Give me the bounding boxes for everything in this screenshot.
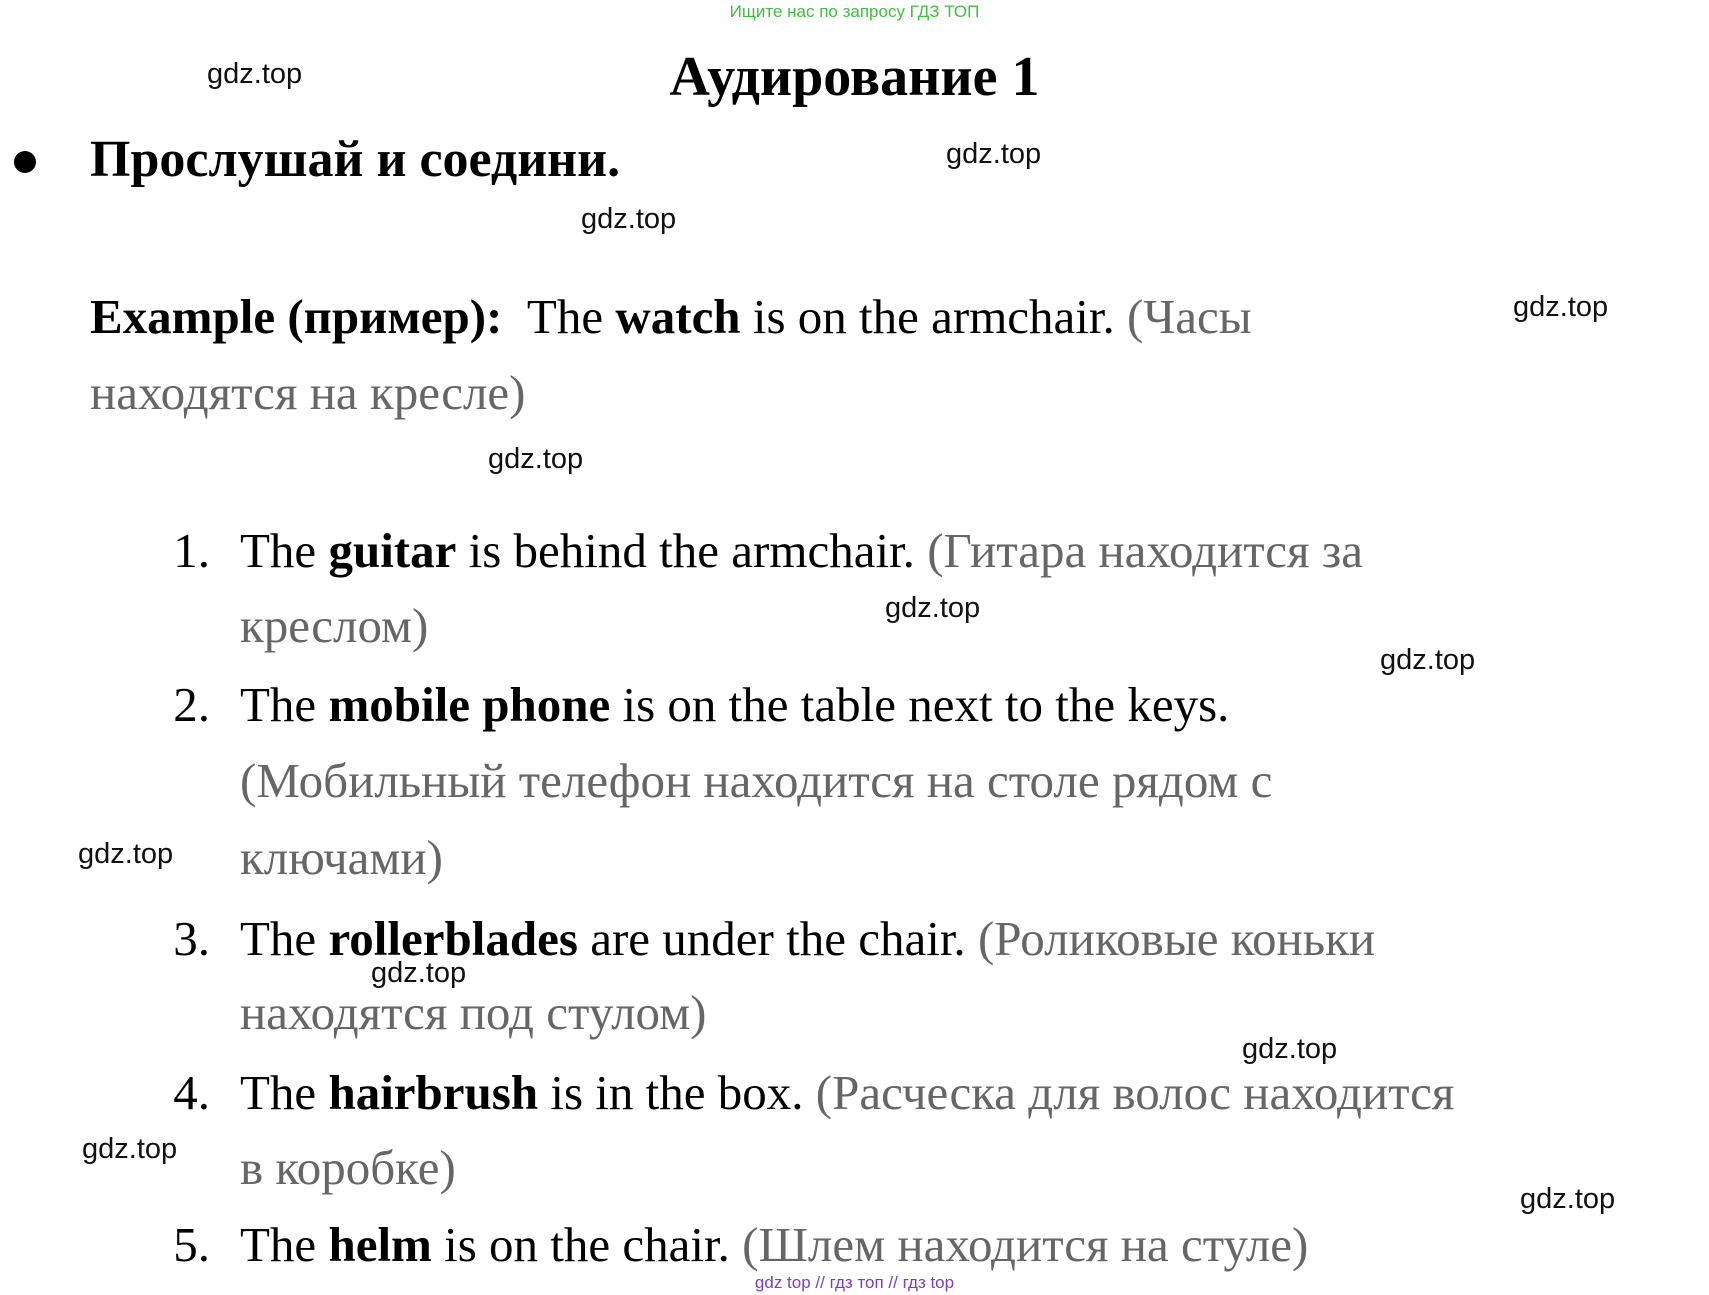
item-1-ru-2: креслом) [240,598,429,653]
item-pre: The [240,523,329,578]
item-ru: (Гитара находится за [927,523,1363,578]
item-pre: The [240,677,329,732]
watermark: gdz.top [1242,1033,1338,1065]
watermark: gdz.top [488,443,584,475]
watermark: gdz.top [82,1133,178,1165]
item-2-line [240,676,1229,733]
item-post: are under the chair. [577,911,966,966]
page-title: Аудирование 1 [669,46,1040,108]
item-number: 1. [173,523,210,578]
item-5-line [240,1216,1308,1273]
item-bold: hairbrush [328,1065,539,1120]
item-1-line [240,522,1363,579]
item-2-ru-1: (Мобильный телефон находится на столе рядом с [240,753,1273,808]
watermark: gdz.top [78,838,174,870]
item-bold: rollerblades [328,911,578,966]
example-post: is on the armchair. [740,289,1115,344]
watermark: gdz.top [1380,644,1476,676]
item-pre: The [240,911,329,966]
item-3-ru-2: находятся под стулом) [240,985,707,1040]
top-banner: Ищите нас по запросу ГДЗ ТОП [729,2,980,21]
example-line [90,289,1252,344]
item-ru: (Роликовые коньки [977,911,1376,966]
watermark: gdz.top [371,957,467,989]
item-post: is behind the armchair. [456,523,915,578]
bottom-banner: gdz top // гдз топ // гдз top [754,1273,955,1292]
watermark: gdz.top [1513,291,1609,323]
example-ru-2: находятся на кресле) [90,365,526,420]
item-ru: (Шлем находится на стуле) [742,1217,1309,1272]
item-4-ru-2: в коробке) [240,1140,456,1195]
example-bold: watch [615,289,741,344]
watermark: gdz.top [946,138,1042,170]
example-label: Example (пример): [90,289,503,344]
watermark: gdz.top [885,592,981,624]
item-pre: The [240,1217,329,1272]
item-post: is on the chair. [431,1217,730,1272]
item-post: is on the table next to the keys. [610,677,1230,732]
watermark: gdz.top [581,203,677,235]
item-number: 5. [173,1217,210,1272]
bullet-icon [14,151,36,173]
item-4-line [240,1064,1454,1121]
item-bold: mobile phone [328,677,611,732]
item-2-ru-2: ключами) [240,830,443,885]
instruction-heading: Прослушай и соедини. [90,131,621,188]
item-number: 3. [173,911,210,966]
watermark: gdz.top [1520,1183,1616,1215]
item-post: is in the box. [538,1065,804,1120]
item-ru: (Расческа для волос находится [815,1065,1455,1120]
item-number: 2. [173,677,210,732]
item-pre: The [240,1065,329,1120]
example-pre: The [526,289,616,344]
item-number: 4. [173,1065,210,1120]
item-bold: guitar [328,523,457,578]
example-ru-1: (Часы [1127,289,1252,344]
watermark: gdz.top [207,58,303,90]
item-bold: helm [328,1217,432,1272]
